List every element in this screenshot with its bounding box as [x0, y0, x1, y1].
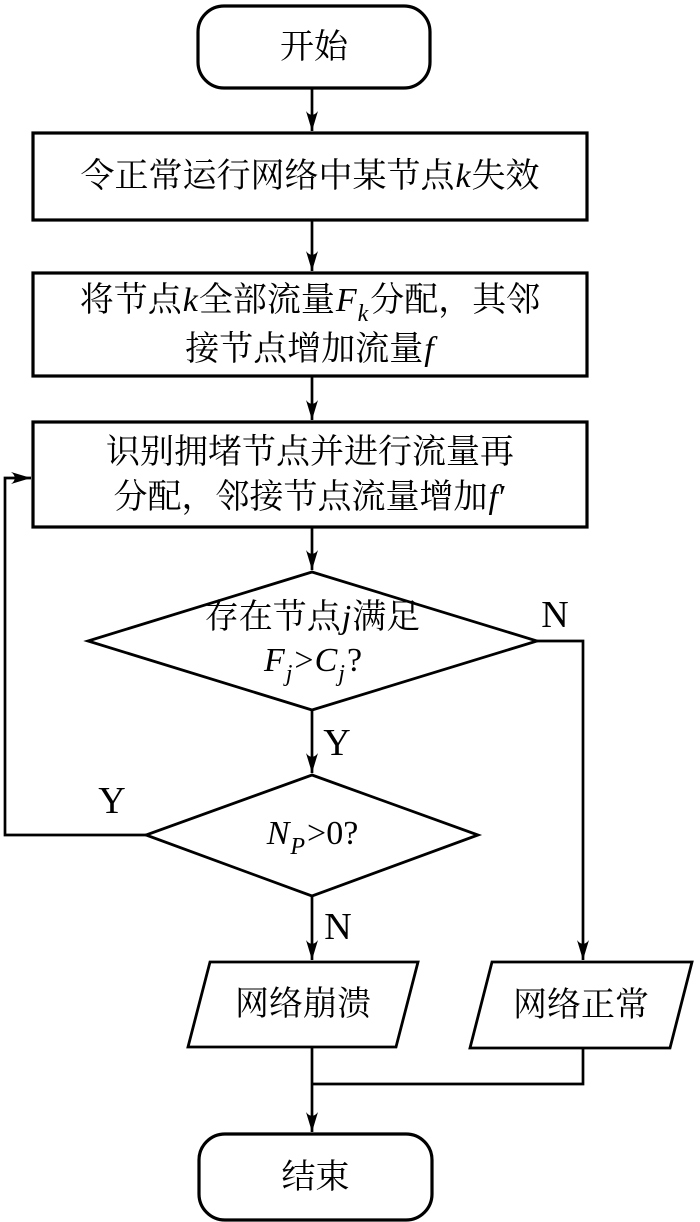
normal-text: 网络正常	[513, 986, 649, 1024]
prime-mark: ′	[499, 478, 507, 516]
var-k: k	[455, 158, 471, 195]
alloc-label	[33, 273, 587, 376]
var-F-sub-k: k	[357, 300, 369, 327]
fail-label	[33, 133, 587, 220]
alloc-l1b: 全部流量	[198, 281, 335, 319]
alloc-l1a: 将节点	[79, 281, 182, 319]
overload-yes-label	[315, 721, 359, 765]
alloc-text-line2	[185, 327, 434, 372]
start-label	[198, 6, 430, 88]
no-text: N	[324, 906, 352, 948]
overload-no-label	[533, 593, 577, 637]
np-yes-label	[90, 779, 134, 823]
yes-text: Y	[98, 780, 126, 822]
overload-text-line1	[205, 596, 420, 639]
alloc-text-line1	[80, 278, 541, 327]
collapse-label	[188, 962, 418, 1047]
np-formula	[266, 811, 359, 860]
var-C-sub-j: j	[338, 661, 345, 687]
start-text: 开始	[280, 28, 348, 66]
var-N: N	[266, 815, 290, 852]
overload-formula	[263, 639, 362, 686]
var-j: j	[341, 599, 352, 636]
fail-text-post: 失效	[471, 158, 540, 195]
overload-l1a: 存在节点	[204, 599, 341, 636]
var-N-sub-P: P	[290, 834, 306, 860]
alloc-l2a: 接节点增加流量	[185, 330, 424, 368]
var-F: F	[263, 642, 285, 679]
var-F-sub-j: j	[285, 661, 293, 687]
edge-overload-no-to-normal	[537, 641, 583, 960]
redistribute-text-line2	[114, 475, 507, 520]
np-comparison: >0?	[307, 815, 359, 852]
overload-decision-label	[88, 588, 537, 694]
overload-l1b: 满足	[352, 599, 421, 636]
yes-text: Y	[323, 722, 351, 764]
edge-normal-to-merge	[311, 1048, 583, 1084]
redistribute-text-line1: 识别拥堵节点并进行流量再	[106, 433, 514, 471]
end-text: 结束	[281, 1158, 350, 1196]
redistribute-l2a: 分配，邻接节点流量增加	[113, 478, 488, 516]
var-C: C	[314, 642, 338, 679]
question-mark: ?	[346, 642, 363, 679]
alloc-l1c: 分配，其邻	[370, 281, 541, 319]
collapse-text: 网络崩溃	[235, 986, 371, 1023]
no-text: N	[541, 594, 569, 636]
np-decision-label	[146, 775, 478, 896]
normal-label	[470, 962, 692, 1048]
end-label	[199, 1134, 432, 1220]
var-f-prime: f	[488, 478, 498, 516]
var-F: F	[335, 281, 357, 319]
redistribute-label	[33, 422, 587, 527]
var-f: f	[424, 330, 434, 368]
greater-than-sign: >	[294, 642, 314, 679]
var-k: k	[182, 281, 198, 319]
fail-text-pre: 令正常运行网络中某节点	[80, 158, 455, 195]
np-no-label	[316, 905, 360, 949]
fail-text	[80, 154, 539, 199]
